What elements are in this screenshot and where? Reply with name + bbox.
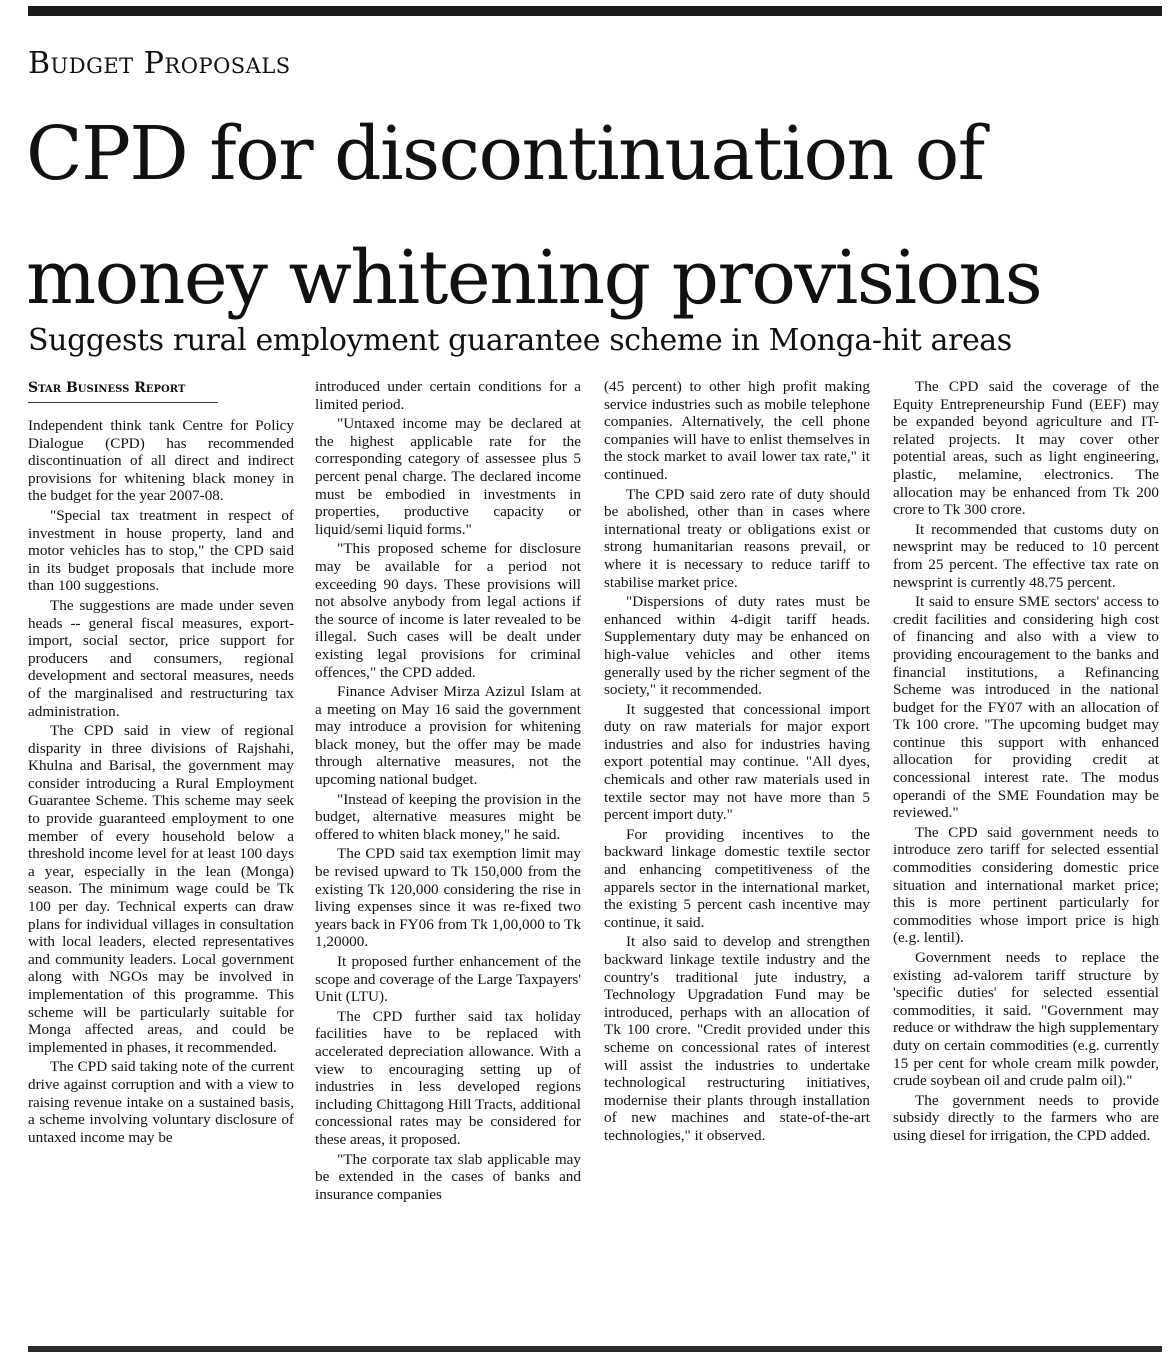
byline: Star Business Report (28, 378, 218, 403)
paragraph: The CPD further said tax holiday facilities have to be replaced with accelerated depreciation allowance. With a view to encouraging setting up of industries in less developed regions including Chittagong Hill Tracts, additional concessional rates may be considered for these areas, it proposed. (315, 1007, 581, 1148)
paragraph: The CPD said in view of regional disparity in three divisions of Rajshahi, Khulna and Barisal, the government may consider introducing a Rural Employment Guarantee Scheme. This scheme may seek to provide guaranteed employment to one member of every household below a threshold income level for at least 100 days a year, especially in the lean (Monga) season. The minimum wage could be Tk 100 per day. Technical experts can draw plans for individual villages in consultation with local leaders, elected representatives and community leaders. Local government along with NGOs may be involved in implementation of this programme. This scheme will be particularly suitable for Monga affected areas, and could be implemented in phases, it recommended. (28, 722, 294, 1056)
paragraph: "Special tax treatment in respect of investment in house property, land and motor vehicles has to stop," the CPD said in its budget proposals that include more than 100 suggestions. (28, 506, 294, 595)
paragraph: "Untaxed income may be declared at the highest applicable rate for the corresponding category of assessee plus 5 percent penal charge. The declared income must be embodied in investments in properties, productive capacity or liquid/semi liquid forms." (315, 415, 581, 538)
paragraph: The CPD said the coverage of the Equity Entrepreneurship Fund (EEF) may be expanded beyond agriculture and IT-related projects. It may cover other potential areas, such as light engineering, plastic, melamine, electronics. The allocation may be enhanced from Tk 200 crore to Tk 300 crore. (893, 378, 1159, 519)
paragraph: Finance Adviser Mirza Azizul Islam at a meeting on May 16 said the government may introduce a provision for whitening black money, but the offer may be made through alternative measures, not the upcoming national budget. (315, 683, 581, 789)
paragraph: It proposed further enhancement of the scope and coverage of the Large Taxpayers' Unit (LTU). (315, 953, 581, 1006)
paragraph: The CPD said zero rate of duty should be abolished, other than in cases where international treaty or obligations exist or strong humanitarian reasons prevail, or where it is necessary to reduce tariff to stabilise market price. (604, 485, 870, 591)
paragraph: For providing incentives to the backward linkage domestic textile sector and enhancing competitiveness of the apparels sector in the international market, the existing 5 percent cash incentive may continue, it said. (604, 825, 870, 931)
paragraph: The CPD said tax exemption limit may be revised upward to Tk 150,000 from the existing Tk 120,000 considering the rise in living expenses since it was re-fixed two years back in FY06 from Tk 1,00,000 to Tk 1,20000. (315, 845, 581, 951)
article-column-3 (604, 378, 870, 1340)
paragraph: introduced under certain conditions for a limited period. (315, 378, 581, 413)
headline: CPD for discontinuation of money whitening provisions (26, 111, 1042, 321)
paragraph: The CPD said taking note of the current drive against corruption and with a view to raising revenue intake on a sustained basis, a scheme involving voluntary disclosure of untaxed income may be (28, 1058, 294, 1146)
paragraph: It said to ensure SME sectors' access to credit facilities and considering high cost of financing and also with a view to providing encouragement to the banks and financial institutions, a Refinancing Scheme was introduced in the national budget for the FY07 with an allocation of Tk 100 crore. "The upcoming budget may continue this support with enhanced allocation for providing credit at concessional interest rate. The modus operandi of the SME Foundation may be reviewed." (893, 593, 1159, 822)
article-column-2 (315, 378, 581, 1340)
paragraph: "This proposed scheme for disclosure may be available for a period not exceeding 90 days. These provisions will not absolve anybody from legal actions if the source of income is later revealed to be illegal. Such cases will be dealt under existing legal provisions for criminal offences," the CPD added. (315, 540, 581, 681)
paragraph: It suggested that concessional import duty on raw materials for major export industries and also for industries having export potential may continue. "All dyes, chemicals and other raw materials used in textile sector may not have more than 5 percent import duty." (604, 700, 870, 824)
paragraph: (45 percent) to other high profit making service industries such as mobile telephone companies. Alternatively, the cell phone companies will have to enlist themselves in the stock market to avail lower tax rate," it continued. (604, 378, 870, 483)
article-column-4 (893, 378, 1159, 1340)
paragraph: The suggestions are made under seven heads -- general fiscal measures, export-import, social sector, price support for producers and consumers, regional development and sectoral measures, needs of the marginalised and restructuring tax administration. (28, 596, 294, 720)
paragraph: "Instead of keeping the provision in the budget, alternative measures might be offered to whiten black money," he said. (315, 790, 581, 843)
paragraph: It also said to develop and strengthen backward linkage textile industry and the country's traditional jute industry, a Technology Upgradation Fund may be introduced, perhaps with an allocation of Tk 100 crore. "Credit provided under this scheme on concessional rates of interest will assist the industries to undertake technological restructuring initiatives, modernise their plants through installation of new machines and state-of-the-art technologies," it observed. (604, 933, 870, 1144)
paragraph: It recommended that customs duty on newsprint may be reduced to 10 percent from 25 percent. The effective tax rate on newsprint is currently 48.75 percent. (893, 520, 1159, 591)
article-column-1 (28, 378, 294, 1340)
section-kicker: Budget Proposals (28, 46, 291, 81)
top-rule (28, 6, 1162, 16)
subheadline: Suggests rural employment guarantee scheme in Monga-hit areas (28, 323, 1012, 358)
paragraph: Independent think tank Centre for Policy Dialogue (CPD) has recommended discontinuation of all direct and indirect provisions for whitening black money in the budget for the year 2007-08. (28, 417, 294, 505)
paragraph: "Dispersions of duty rates must be enhanced within 4-digit tariff heads. Supplementary duty may be enhanced on high-value vehicles and other items generally used by the richer segment of the society," it recommended. (604, 593, 870, 699)
paragraph: "The corporate tax slab applicable may be extended in the cases of banks and insurance companies (315, 1150, 581, 1203)
paragraph: Government needs to replace the existing ad-valorem tariff structure by 'specific duties' for selected essential commodities, it said. "Government may reduce or withdraw the high supplementary duty on certain commodities (e.g. currently 15 per cent for whole cream milk powder, crude soybean oil and crude palm oil)." (893, 949, 1159, 1090)
paragraph: The government needs to provide subsidy directly to the farmers who are using diesel for irrigation, the CPD added. (893, 1091, 1159, 1144)
bottom-rule (28, 1346, 1162, 1352)
paragraph: The CPD said government needs to introduce zero tariff for selected essential commodities considering domestic price situation and international market price; this is more pertinent particularly for commodities whose import price is high (e.g. lentil). (893, 823, 1159, 947)
